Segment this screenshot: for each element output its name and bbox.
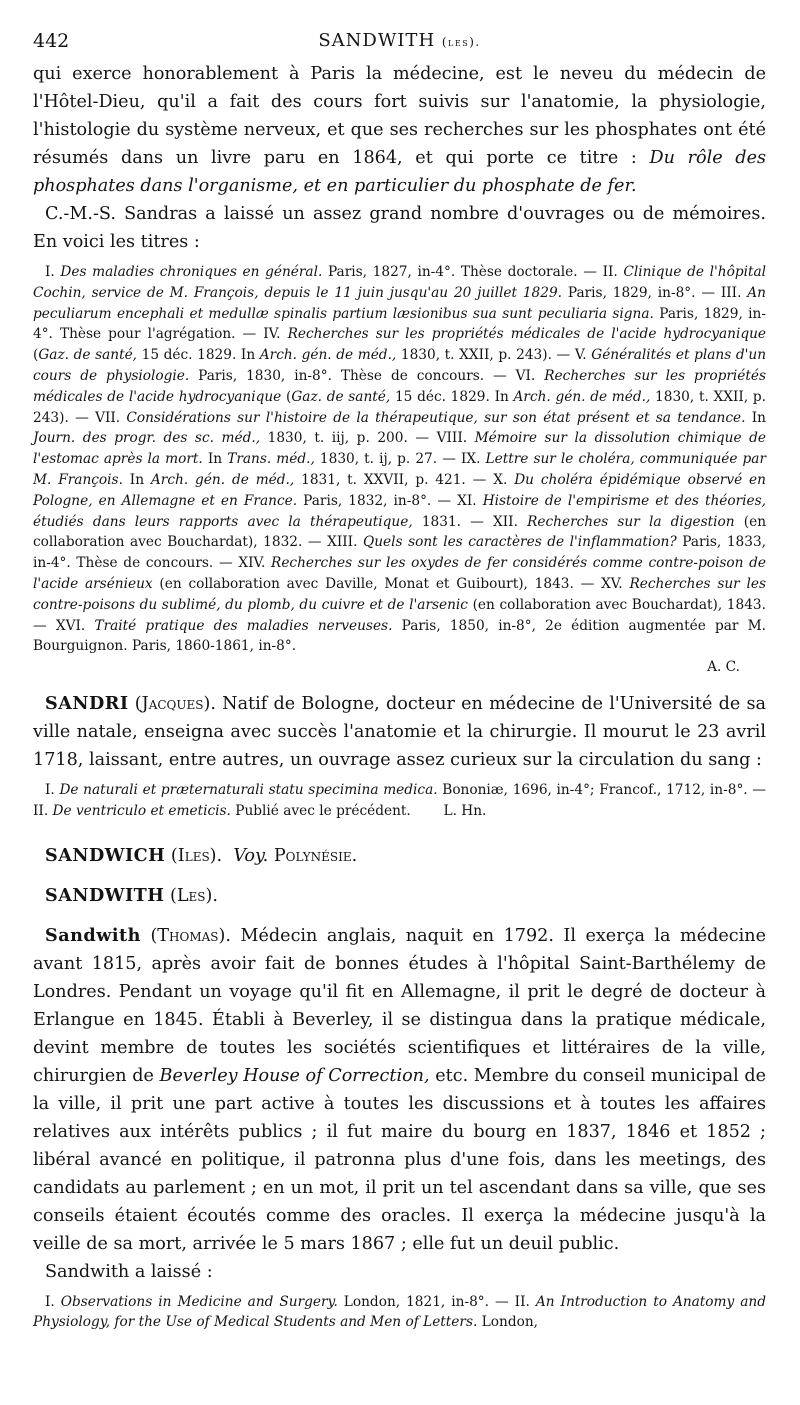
work-details: Publié avec le précédent. — [230, 802, 411, 819]
work-details: 1830, t. XXII, p. 243). — V. — [396, 347, 592, 364]
entry-heading: SANDRI — [45, 692, 129, 714]
work-details: In — [122, 471, 151, 488]
work-title: Observations in Medicine and Surgery. — [60, 1293, 338, 1310]
work-title: Gaz. de santé, — [38, 347, 138, 364]
work-title: Des maladies chroniques en général. — [60, 264, 323, 280]
entry-text-continued: etc. Membre du conseil municipal de la ville, il prit une part active à toutes les discussions et à toutes les affaires relatives aux intérêts publics ; il fut maire du bourg en 1837, 1846 et 1852 ; libéral avancé en politique, il patronna plus d'une fois, dans les meetings, des candidats au parlement ; en un mot, il prit un tel ascendant dans sa ville, que ses conseils étaient écoutés comme des oracles. Il exerça la médecine jusqu'à la veille de sa mort, arrivée le 5 mars 1867 ; elle fut un deuil public. — [33, 1065, 767, 1254]
work-title: Gaz. de santé, — [291, 388, 391, 405]
work-details: 15 déc. 1829. In — [137, 347, 260, 364]
work-title: Recherches sur les contre-poisons du sublimé, du plomb, du cuivre et de l'arsenic — [33, 575, 767, 613]
paragraph-text: qui exerce honorablement à Paris la médecine, est le neveu du médecin de l'Hôtel-Dieu, qu'il a fait des cours fort suivis sur l'anatomie, la physiologie, l'histologie du système nerveux, et que ses recherches sur les phosphates ont été résumés dans un livre paru en 1864, et qui porte ce titre : — [33, 64, 766, 168]
works-intro: Sandwith a laissé : — [45, 1261, 213, 1282]
entry-sandri — [33, 690, 766, 774]
work-details: I. — [45, 1293, 61, 1310]
work-title: Clinique de l'hôpital Cochin, service de M. François, depuis le 11 juin jusqu'au 20 juillet 1829. — [33, 264, 766, 301]
running-head-main: SANDWITH — [318, 30, 436, 51]
work-details: I. — [45, 781, 60, 798]
entry-text: Médecin anglais, naquit en 1792. Il exerça la médecine avant 1815, après avoir fait de bonnes études à l'hôpital Saint-Barthélemy de Londres. Pendant un voyage qu'il fit en Allemagne, il prit le degré de docteur à Erlangue en 1845. Établi à Beverley, il se distingua dans la pratique médicale, devint membre de toutes les sociétés scientifiques et littéraires de la ville, chirurgien de — [33, 925, 767, 1086]
work-details: Paris, 1850, in-8°, 2e édition augmentée par M. Bourguignon. Paris, 1860-1861, in-8°. — [33, 617, 766, 655]
work-details: London, 1821, in-8°. — II. — [337, 1293, 536, 1310]
cross-reference-voy: Voy. — [233, 845, 269, 866]
entry-sandwich — [33, 842, 766, 870]
bibliography-sandri — [33, 780, 766, 822]
work-details: (en collaboration avec Bouchardat), 1843. — XVI. — [33, 596, 766, 634]
paragraph-sandras-works: C.-M.-S. Sandras a laissé un assez grand nombre d'ouvrages ou de mémoires. En voici les titres : — [33, 204, 766, 252]
running-head — [33, 30, 766, 51]
entry-name: (Jacques). — [134, 693, 216, 714]
work-details: ( — [281, 388, 292, 405]
bibliography-items — [33, 782, 766, 819]
work-title: An Introduction to Anatomy and Physiology, for the Use of Medical Students and Men of Letters. — [33, 1293, 766, 1331]
work-details: Paris, 1830, in-8°. Thèse de concours. — VI. — [189, 367, 545, 384]
work-title: Recherches sur les oxydes de fer considérés comme contre-poison de l'acide arsénieux — [33, 555, 766, 592]
work-title: Arch. gén. de méd., — [150, 471, 295, 488]
paragraph-sandras-intro — [33, 60, 766, 200]
work-title: Recherches sur les propriétés médicales de l'acide hydrocyanique — [287, 326, 766, 343]
work-details: 1830, t. iij, p. 200. — VIII. — [260, 430, 475, 447]
work-title: Généralités et plans d'un cours de physiologie. — [33, 347, 767, 384]
book-title: Du rôle des phosphates dans l'organisme, et en particulier du phosphate de fer. — [33, 148, 767, 196]
work-details: Paris, 1833, in-4°. Thèse de concours. — XIV. — [33, 534, 767, 572]
work-details: Paris, 1829, in-4°. Thèse pour l'agrégation. — IV. — [33, 305, 766, 343]
bibliography-sandras — [33, 262, 766, 657]
work-title: Histoire de l'empirisme et des théories, étudiés dans leurs rapports avec la thérapeutique, — [33, 492, 767, 530]
entry-name: (Iles). — [170, 845, 223, 866]
bibliography-thomas — [33, 1292, 766, 1334]
work-title: Du choléra épidémique observé en Pologne, en Allemagne et en France. — [33, 471, 766, 509]
author-signature: L. Hn. — [443, 802, 487, 819]
running-head-sub: (les). — [441, 35, 481, 49]
work-details: Paris, 1832, in-8°. — XI. — [297, 492, 483, 509]
work-details: In — [202, 451, 228, 468]
entry-heading: SANDWITH — [45, 884, 165, 906]
work-title: Trans. méd., — [227, 451, 315, 468]
work-title: Journ. des progr. des sc. méd., — [33, 430, 261, 447]
work-title: An peculiarum encephali et medullæ spinalis partium læsionibus sua sunt peculiaria signa. — [33, 284, 766, 322]
author-signature: A. C. — [707, 659, 740, 676]
work-details: ( — [33, 347, 39, 364]
page-number: 442 — [33, 30, 70, 52]
work-details: Paris, 1827, in-4°. Thèse doctorale. — II. — [322, 264, 624, 280]
page-header — [33, 30, 766, 60]
work-details: Bononiæ, 1696, in-4°; Francof., 1712, in-8°. — II. — [33, 781, 766, 819]
work-details: 1830, t. XXII, p. 243). — VII. — [33, 388, 766, 426]
work-title: Quels sont les caractères de l'inflammation? — [363, 534, 677, 551]
work-title: Lettre sur le choléra, communiquée par M. François. — [33, 451, 766, 488]
entry-heading: Sandwith — [45, 924, 141, 946]
dictionary-page — [33, 30, 766, 1333]
work-title: De naturali et præternaturali statu specimina medica. — [59, 781, 438, 798]
work-details: 1831, t. XXVII, p. 421. — X. — [294, 471, 515, 488]
work-title: Considérations sur l'histoire de la thérapeutique, sur son état présent et sa tendance. — [126, 409, 746, 426]
work-details: (en collaboration avec Bouchardat), 1832. — XIII. — [33, 513, 767, 551]
cross-reference-target: Polynésie. — [273, 845, 358, 866]
entry-text: Natif de Bologne, docteur en médecine de l'Université de sa ville natale, enseigna avec succès l'anatomie et la chirurgie. Il mourut le 23 avril 1718, laissant, entre autres, un ouvrage assez curieux sur la circulation du sang : — [33, 693, 767, 770]
entry-heading: SANDWICH — [45, 844, 166, 866]
entry-sandwith-thomas — [33, 922, 766, 1258]
entry-sandwith — [33, 882, 766, 910]
work-title: Arch. gén. de méd., — [259, 347, 397, 364]
work-details: I. — [45, 264, 61, 280]
work-details: London, — [477, 1314, 538, 1331]
institution-name: Beverley House of Correction, — [159, 1065, 430, 1086]
work-title: Recherches sur la digestion — [527, 513, 735, 530]
work-details: In — [745, 409, 766, 426]
work-details: (en collaboration avec Daville, Monat et Guibourt), 1843. — XV. — [152, 575, 630, 592]
work-title: Recherches sur les propriétés médicales de l'acide hydrocyanique — [33, 367, 767, 405]
entry-name: (Thomas). — [150, 925, 231, 946]
work-title: De ventriculo et emeticis. — [52, 802, 231, 819]
work-details: 15 déc. 1829. In — [390, 388, 514, 405]
work-details: 1831. — XII. — [412, 513, 528, 530]
work-details: 1830, t. ij, p. 27. — IX. — [314, 451, 486, 468]
work-title: Mémoire sur la dissolution chimique de l'estomac après la mort. — [33, 430, 766, 468]
entry-name: (Les). — [170, 885, 218, 906]
work-title: Traité pratique des maladies nerveuses. — [94, 617, 393, 634]
work-title: Arch. gén. de méd., — [513, 388, 651, 405]
work-details: Paris, 1829, in-8°. — III. — [562, 284, 748, 301]
